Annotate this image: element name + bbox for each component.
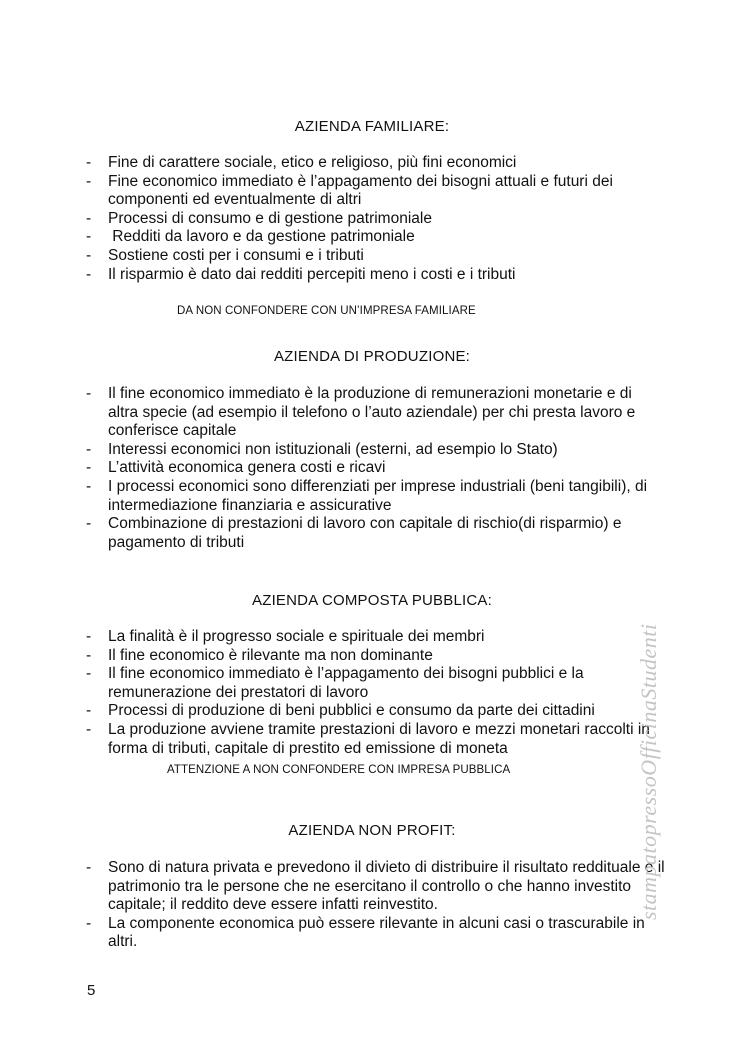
list-item: - Processi di consumo e di gestione patrimoniale [86,209,432,227]
list-azienda-produzione [86,385,666,552]
dash-bullet: - [86,914,92,932]
dash-bullet: - [86,209,92,227]
dash-bullet: - [86,459,92,477]
list-item: - La componente economica può essere rilevante in alcuni casi o trascurabile in altri. [86,914,645,951]
list-item: - Processi di produzione di beni pubblici e consumo da parte dei cittadini [86,702,595,720]
list-item: - Il fine economico è rilevante ma non dominante [86,646,433,664]
list-azienda-composta-pubblica [86,628,666,758]
section-heading-azienda-non-profit: AZIENDA NON PROFIT: [288,822,456,839]
dash-bullet: - [86,440,92,458]
dash-bullet: - [86,265,92,283]
dash-bullet: - [86,246,92,264]
section-heading-azienda-composta-pubblica: AZIENDA COMPOSTA PUBBLICA: [252,592,492,609]
dash-bullet: - [86,172,92,190]
list-item: - Combinazione di prestazioni di lavoro con capitale di rischio(di risparmio) e pagamento di tributi [86,515,622,551]
list-item: - Il fine economico immediato è la produzione di remunerazioni monetarie e di altra specie (ad esempio il telefono o l’auto aziendale) per chi presta lavoro e conferisce capitale [86,385,636,440]
list-item: - Redditi da lavoro e da gestione patrimoniale [86,228,415,246]
list-item: - La finalità è il progresso sociale e spirituale dei membri [86,628,485,645]
dash-bullet: - [86,720,92,738]
list-item: - La produzione avviene tramite prestazioni di lavoro e mezzi monetari raccolti in forma di tributi, capitale di prestito ed emissione di moneta [86,720,650,757]
list-item: - Interessi economici non istituzionali (esterni, ad esempio lo Stato) [86,440,558,458]
section-heading-azienda-familiare: AZIENDA FAMILIARE: [294,118,450,135]
dash-bullet: - [86,628,92,645]
dash-bullet: - [86,228,92,246]
dash-bullet: - [86,702,92,720]
list-item: - Sono di natura privata e prevedono il divieto di distribuire il risultato reddituale e il patrimonio tra le persone che ne esercitano il controllo o che hanno investito capitale; il reddito deve essere infatti reinvestito. [86,859,665,914]
dash-bullet: - [86,859,92,876]
dash-bullet: - [86,665,92,683]
section-heading-azienda-produzione: AZIENDA DI PRODUZIONE: [273,348,471,365]
list-item: - Fine economico immediato è l’appagamento dei bisogni attuali e futuri dei componenti ed eventualmente di altri [86,172,613,209]
note-impresa-familiare: DA NON CONFONDERE CON UN’IMPRESA FAMILIARE [177,305,476,317]
dash-bullet: - [86,154,92,171]
list-item: - Il fine economico immediato è l’appagamento dei bisogni pubblici e la remunerazione dei prestatori di lavoro [86,665,584,701]
note-impresa-pubblica: ATTENZIONE A NON CONFONDERE CON IMPRESA PUBBLICA [167,764,511,776]
list-item: - L’attività economica genera costi e ricavi [86,459,386,477]
list-item: - Il risparmio è dato dai redditi percepiti meno i costi e i tributi [86,265,516,283]
watermark: stampatopressoOfficinaStudenti [636,623,661,920]
dash-bullet: - [86,477,92,495]
dash-bullet: - [86,646,92,664]
dash-bullet: - [86,385,92,402]
list-item: - Sostiene costi per i consumi e i tributi [86,246,364,264]
list-item: - I processi economici sono differenziati per imprese industriali (beni tangibili), di intermediazione finanziaria e assicurative [86,477,648,514]
list-item: - Fine di carattere sociale, etico e religioso, più fini economici [86,154,517,171]
dash-bullet: - [86,515,92,533]
page-number: 5 [87,982,96,999]
list-azienda-familiare [86,154,666,284]
list-azienda-non-profit [86,859,666,952]
